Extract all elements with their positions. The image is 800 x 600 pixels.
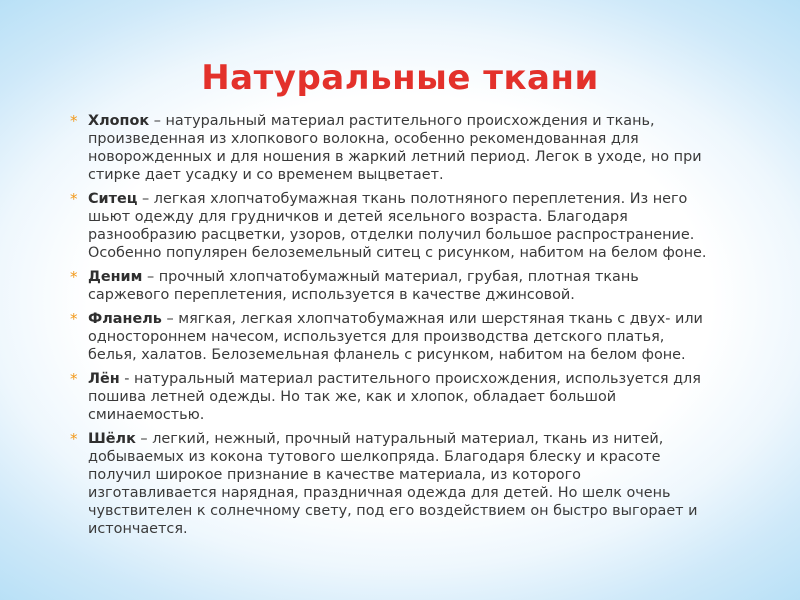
list-item-denim bbox=[70, 268, 712, 304]
list-item-flannel bbox=[70, 310, 712, 364]
list-item-chintz bbox=[70, 190, 712, 262]
item-term: Хлопок bbox=[88, 113, 150, 129]
list-item-cotton bbox=[70, 112, 712, 184]
bullet-icon: * bbox=[70, 112, 78, 130]
item-term: Деним bbox=[88, 269, 143, 285]
item-text: – легкий, нежный, прочный натуральный материал, ткань из нитей, добываемых из кокона тутового шелкопряда. Благодаря блеску и красоте получил широкое признание в качестве материала, из которого изготавливается нарядная, праздничная одежда для детей. Но шелк очень чувствителен к солнечному свету, под его воздействием он быстро выгорает и истончается. bbox=[88, 431, 698, 537]
item-term: Фланель bbox=[88, 311, 162, 327]
slide-title: Натуральные ткани bbox=[201, 58, 599, 98]
item-text: – натуральный материал растительного происхождения и ткань, произведенная из хлопкового волокна, особенно рекомендованная для новорожденных и для ношения в жаркий летний период. Легок в уходе, но при стирке дает усадку и со временем выцветает. bbox=[88, 113, 702, 183]
bullet-icon: * bbox=[70, 190, 78, 208]
list-item-silk bbox=[70, 430, 712, 538]
item-text: – мягкая, легкая хлопчатобумажная или шерстяная ткань с двух- или одностороннем начесом, используется для производства детского платья, белья, халатов. Белоземельная фланель с рисунком, набитом на белом фоне. bbox=[88, 311, 703, 363]
bullet-icon: * bbox=[70, 430, 78, 448]
item-text: – легкая хлопчатобумажная ткань полотняного переплетения. Из него шьют одежду для грудничков и детей ясельного возраста. Благодаря разнообразию расцветки, узоров, отделки получил большое распространение. Особенно популярен белоземельный ситец с рисунком, набитом на белом фоне. bbox=[88, 191, 707, 261]
item-term: Шёлк bbox=[88, 431, 136, 447]
bullet-icon: * bbox=[70, 268, 78, 286]
list-item-linen bbox=[70, 370, 712, 424]
item-term: Ситец bbox=[88, 191, 138, 207]
item-term: Лён bbox=[88, 371, 120, 387]
bullet-icon: * bbox=[70, 370, 78, 388]
item-text: – прочный хлопчатобумажный материал, грубая, плотная ткань саржевого переплетения, используется в качестве джинсовой. bbox=[88, 269, 639, 303]
bullet-icon: * bbox=[70, 310, 78, 328]
fabric-list bbox=[70, 112, 712, 544]
item-text: - натуральный материал растительного происхождения, используется для пошива летней одежды. Но так же, как и хлопок, обладает большой сминаемостью. bbox=[88, 371, 701, 423]
